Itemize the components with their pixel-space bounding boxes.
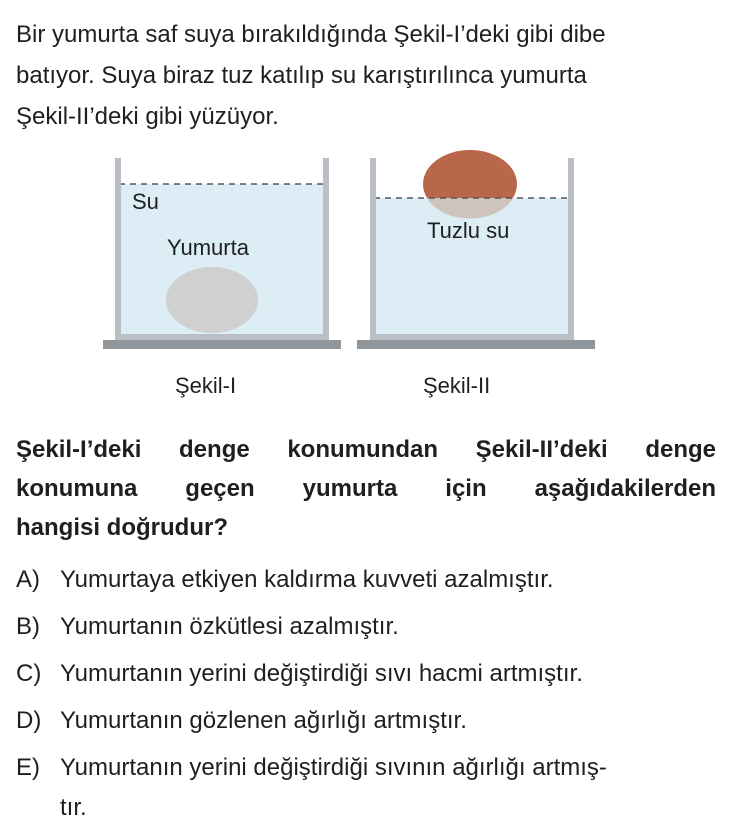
option-letter: E) xyxy=(16,754,40,781)
option-b[interactable] xyxy=(16,607,716,654)
option-letter: B) xyxy=(16,613,40,640)
water-label-left: Su xyxy=(132,189,159,214)
option-text-line: tır. xyxy=(60,794,87,821)
base-right xyxy=(357,340,595,349)
intro-line: Bir yumurta saf suya bırakıldığında Şekil-I’deki gibi dibe xyxy=(16,21,606,48)
option-text: Yumurtanın yerini değiştirdiği sıvı hacmi artmıştır. xyxy=(60,660,583,687)
option-e[interactable] xyxy=(16,748,716,828)
wall-left-b xyxy=(323,158,329,340)
option-a[interactable] xyxy=(16,560,716,607)
option-letter: A) xyxy=(16,566,40,593)
intro-line: batıyor. Suya biraz tuz katılıp su karıştırılınca yumurta xyxy=(16,62,587,89)
option-text xyxy=(60,748,607,828)
question-intro xyxy=(16,14,716,137)
intro-line: Şekil-II’deki gibi yüzüyor. xyxy=(16,103,279,130)
option-letter: D) xyxy=(16,707,42,734)
option-text: Yumurtaya etkiyen kaldırma kuvveti azalmıştır. xyxy=(60,566,554,593)
wall-left-a xyxy=(115,158,121,340)
caption-right: Şekil-II xyxy=(423,373,491,398)
caption-left: Şekil-I xyxy=(175,373,237,398)
option-c[interactable] xyxy=(16,654,716,701)
wall-right-a xyxy=(370,158,376,340)
egg-sunk xyxy=(166,267,258,333)
question-line: hangisi doğrudur? xyxy=(16,514,228,541)
container-right xyxy=(357,150,595,349)
floor-right xyxy=(370,334,574,340)
option-text: Yumurtanın özkütlesi azalmıştır. xyxy=(60,613,399,640)
question-stem xyxy=(16,430,716,547)
experiment-figure xyxy=(95,150,615,410)
egg-label: Yumurta xyxy=(167,235,249,260)
option-text-line: Yumurtanın yerini değiştirdiği sıvının ağırlığı artmış- xyxy=(60,754,607,781)
answer-options xyxy=(16,560,716,828)
question-line: konumuna geçen yumurta için aşağıdakilerden xyxy=(16,475,716,502)
option-text: Yumurtanın gözlenen ağırlığı artmıştır. xyxy=(60,707,467,734)
floor-left xyxy=(115,334,329,340)
base-left xyxy=(103,340,341,349)
option-letter: C) xyxy=(16,660,42,687)
wall-right-b xyxy=(568,158,574,340)
water-label-right: Tuzlu su xyxy=(427,218,510,243)
question-line: Şekil-I’deki denge konumundan Şekil-II’deki denge xyxy=(16,436,716,463)
option-d[interactable] xyxy=(16,701,716,748)
